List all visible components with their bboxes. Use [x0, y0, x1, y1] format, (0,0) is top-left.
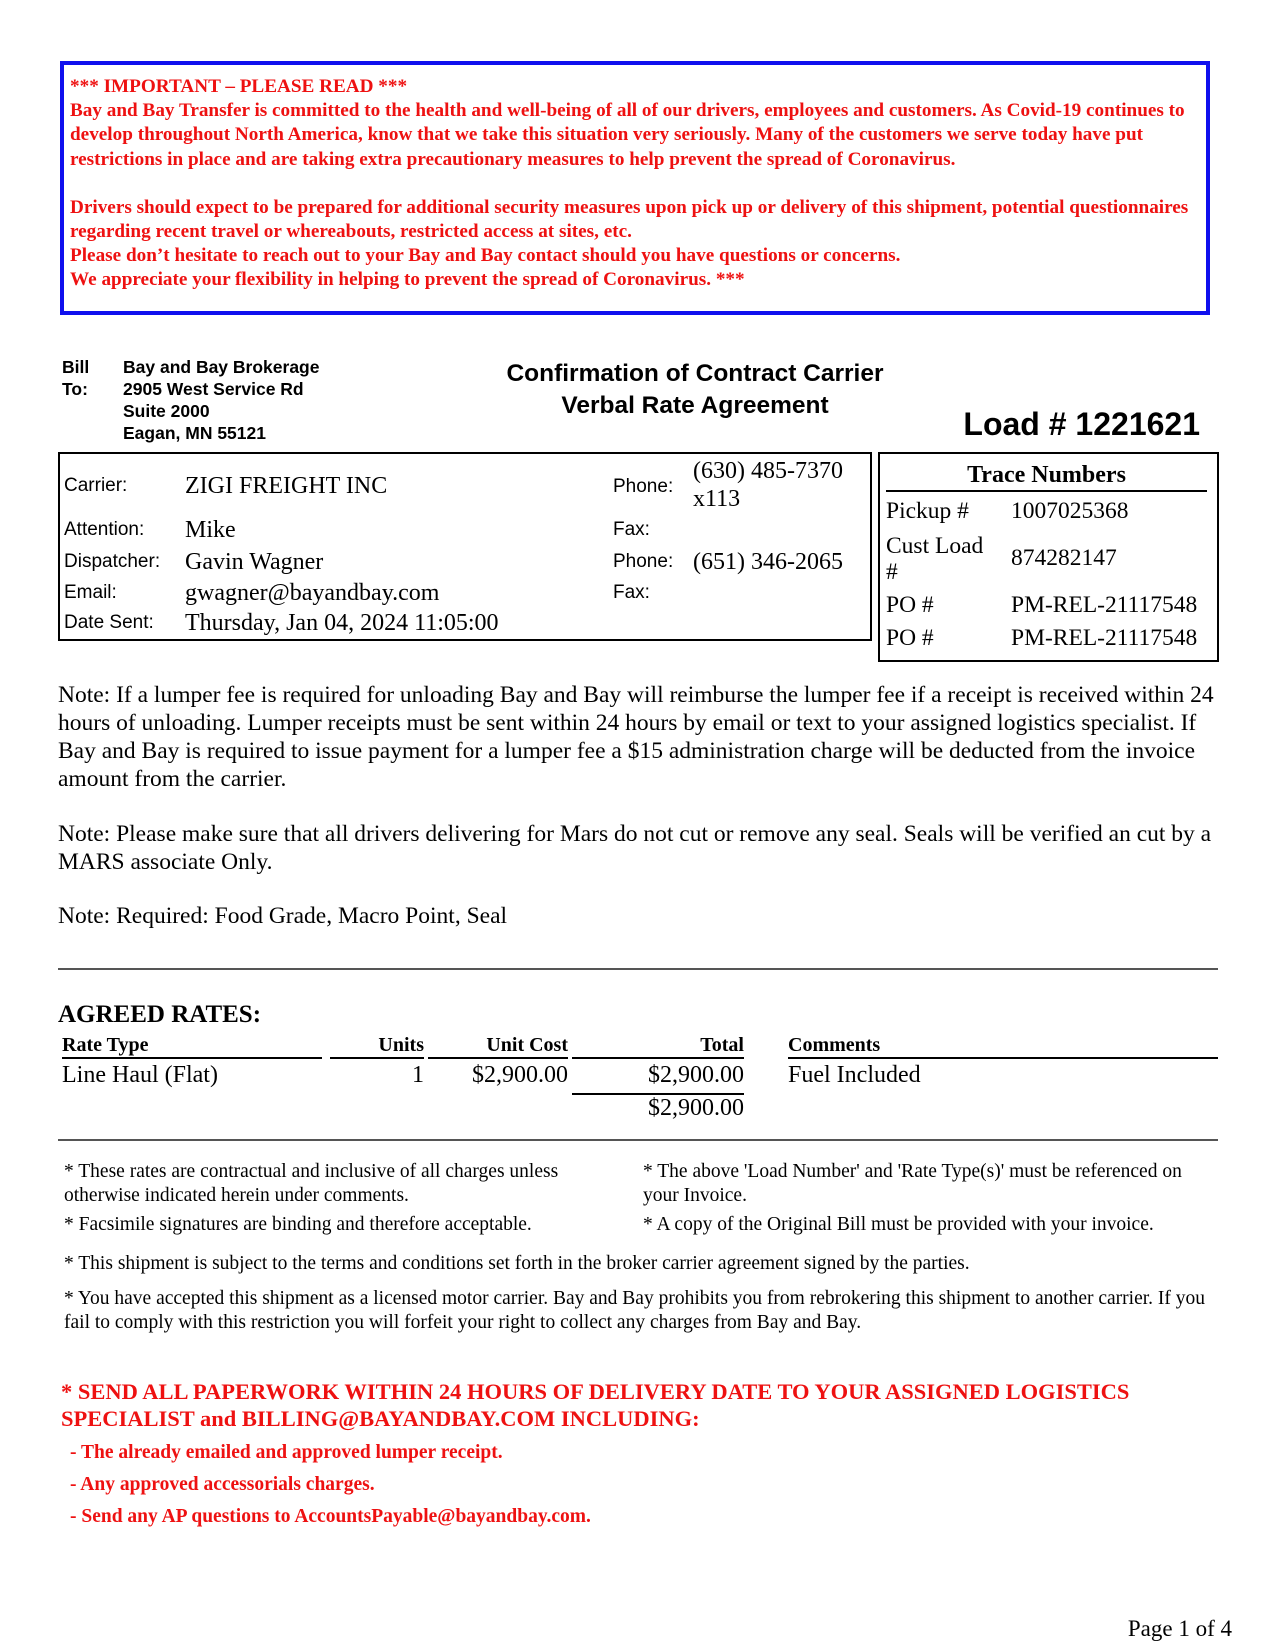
document-title-line-2: Verbal Rate Agreement	[561, 392, 829, 419]
date-sent-label: Date Sent:	[64, 612, 154, 633]
fax-1-label: Fax:	[613, 519, 650, 540]
phone-2-label: Phone:	[613, 551, 674, 572]
term-facsimile: * Facsimile signatures are binding and therefore acceptable.	[64, 1214, 532, 1235]
bill-to-address	[123, 356, 319, 444]
row-total: $2,900.00	[648, 1062, 744, 1088]
requirements-note: Note: Required: Food Grade, Macro Point, Seal	[58, 903, 508, 929]
pickup-value: 1007025368	[1011, 498, 1129, 524]
term-broker-agreement: * This shipment is subject to the terms and conditions set forth in the broker carrier agreement signed by the parties.	[64, 1253, 970, 1274]
notice-paragraph-1: Bay and Bay Transfer is committed to the health and well-being of all of our drivers, employees and customers. As Covid-19 continues to develop throughout North America, know that we take this situation very seriously. Many of the customers we serve today have put restrictions in place and are taking extra precautionary measures to help prevent the spread of Coronavirus.	[70, 100, 1185, 170]
bill-to-street: 2905 West Service Rd	[123, 379, 304, 399]
cust-load-label	[886, 533, 983, 585]
phone-1-label: Phone:	[613, 476, 674, 497]
carrier-label: Carrier:	[64, 475, 128, 496]
notice-heading: *** IMPORTANT – PLEASE READ ***	[70, 76, 408, 97]
po-2-label: PO #	[886, 625, 934, 651]
pickup-label: Pickup #	[886, 498, 969, 524]
dispatcher-label: Dispatcher:	[64, 551, 161, 572]
header-comments: Comments	[788, 1033, 1218, 1059]
grand-total: $2,900.00	[648, 1095, 744, 1121]
bill-to-suite: Suite 2000	[123, 401, 210, 421]
document-title-line-1: Confirmation of Contract Carrier	[506, 360, 884, 387]
paperwork-item-ap-questions: - Send any AP questions to AccountsPayable@bayandbay.com.	[70, 1506, 591, 1527]
phone-1-value	[693, 457, 843, 513]
bill-to-label-2: To:	[62, 379, 88, 399]
date-sent-value: Thursday, Jan 04, 2024 11:05:00	[185, 610, 499, 636]
load-number: Load # 1221621	[963, 406, 1200, 442]
agreed-rates-title: AGREED RATES:	[58, 1001, 262, 1028]
header-rate-type: Rate Type	[62, 1033, 322, 1059]
covid-notice-box	[60, 61, 1210, 315]
page-number: Page 1 of 4	[1127, 1616, 1232, 1641]
row-units: 1	[412, 1062, 424, 1088]
po-1-label: PO #	[886, 592, 934, 618]
cust-load-label-line-2: #	[886, 559, 898, 585]
po-2-value: PM-REL-21117548	[1011, 625, 1198, 651]
term-contractual: * These rates are contractual and inclusive of all charges unless otherwise indicated herein under comments.	[64, 1161, 559, 1206]
paperwork-item-accessorials: - Any approved accessorials charges.	[70, 1474, 375, 1495]
cust-load-value: 874282147	[1011, 545, 1117, 571]
lumper-fee-note: Note: If a lumper fee is required for unloading Bay and Bay will reimburse the lumper fee if a receipt is received within 24 hours of unloading. Lumper receipts must be sent within 24 hours by email or text to your assigned logistics specialist. If Bay and Bay is required to issue payment for a lumper fee a $15 administration charge will be deducted from the invoice amount from the carrier.	[58, 682, 1214, 792]
phone-2-value: (651) 346-2065	[693, 549, 843, 575]
po-1-value: PM-REL-21117548	[1011, 592, 1198, 618]
trace-numbers-title: Trace Numbers	[886, 461, 1207, 492]
row-rate-type: Line Haul (Flat)	[62, 1062, 218, 1088]
paperwork-item-lumper: - The already emailed and approved lumper receipt.	[70, 1442, 503, 1463]
notice-line-3: Please don’t hesitate to reach out to your Bay and Bay contact should you have questions or concerns.	[70, 245, 901, 267]
header-unit-cost: Unit Cost	[428, 1033, 568, 1059]
attention-value: Mike	[185, 517, 236, 543]
phone-1-extension: x113	[693, 486, 741, 512]
header-total: Total	[572, 1033, 744, 1059]
email-value: gwagner@bayandbay.com	[185, 580, 440, 606]
mars-seal-note: Note: Please make sure that all drivers delivering for Mars do not cut or remove any seal. Seals will be verified an cut by a MARS associate Only.	[58, 821, 1212, 875]
fax-2-label: Fax:	[613, 582, 650, 603]
cust-load-label-line-1: Cust Load	[886, 533, 984, 559]
divider-bottom	[58, 1139, 1218, 1141]
notice-paragraph-2: Drivers should expect to be prepared for additional security measures upon pick up or delivery of this shipment, potential questionnaires regarding recent travel or whereabouts, restricted access at sites, etc.	[70, 196, 1189, 243]
term-original-bill: * A copy of the Original Bill must be provided with your invoice.	[643, 1214, 1154, 1235]
bill-to-name: Bay and Bay Brokerage	[123, 357, 320, 377]
header-units: Units	[330, 1033, 424, 1059]
phone-1-number: (630) 485-7370	[693, 458, 843, 484]
dispatcher-value: Gavin Wagner	[185, 549, 324, 575]
divider-top	[58, 968, 1218, 970]
email-label: Email:	[64, 582, 117, 603]
trace-numbers-box	[878, 452, 1219, 662]
attention-label: Attention:	[64, 519, 145, 540]
bill-to-label-1: Bill	[62, 357, 90, 377]
document-title	[470, 358, 920, 422]
term-invoice-reference: * The above 'Load Number' and 'Rate Type(s)' must be referenced on your Invoice.	[643, 1161, 1182, 1206]
term-no-rebrokering: * You have accepted this shipment as a licensed motor carrier. Bay and Bay prohibits you from rebrokering this shipment to another carrier. If you fail to comply with this restriction you will forfeit your right to collect any charges from Bay and Bay.	[64, 1288, 1205, 1333]
row-unit-cost: $2,900.00	[472, 1062, 568, 1088]
row-comments: Fuel Included	[788, 1062, 921, 1088]
bill-to-city: Eagan, MN 55121	[123, 423, 266, 443]
carrier-value: ZIGI FREIGHT INC	[185, 473, 388, 499]
carrier-info-box	[58, 452, 872, 641]
paperwork-heading: * SEND ALL PAPERWORK WITHIN 24 HOURS OF DELIVERY DATE TO YOUR ASSIGNED LOGISTICS SPECIALIST and BILLING@BAYANDBAY.COM INCLUDING:	[61, 1379, 1130, 1431]
notice-line-4: We appreciate your flexibility in helping to prevent the spread of Coronavirus. ***	[70, 269, 745, 291]
